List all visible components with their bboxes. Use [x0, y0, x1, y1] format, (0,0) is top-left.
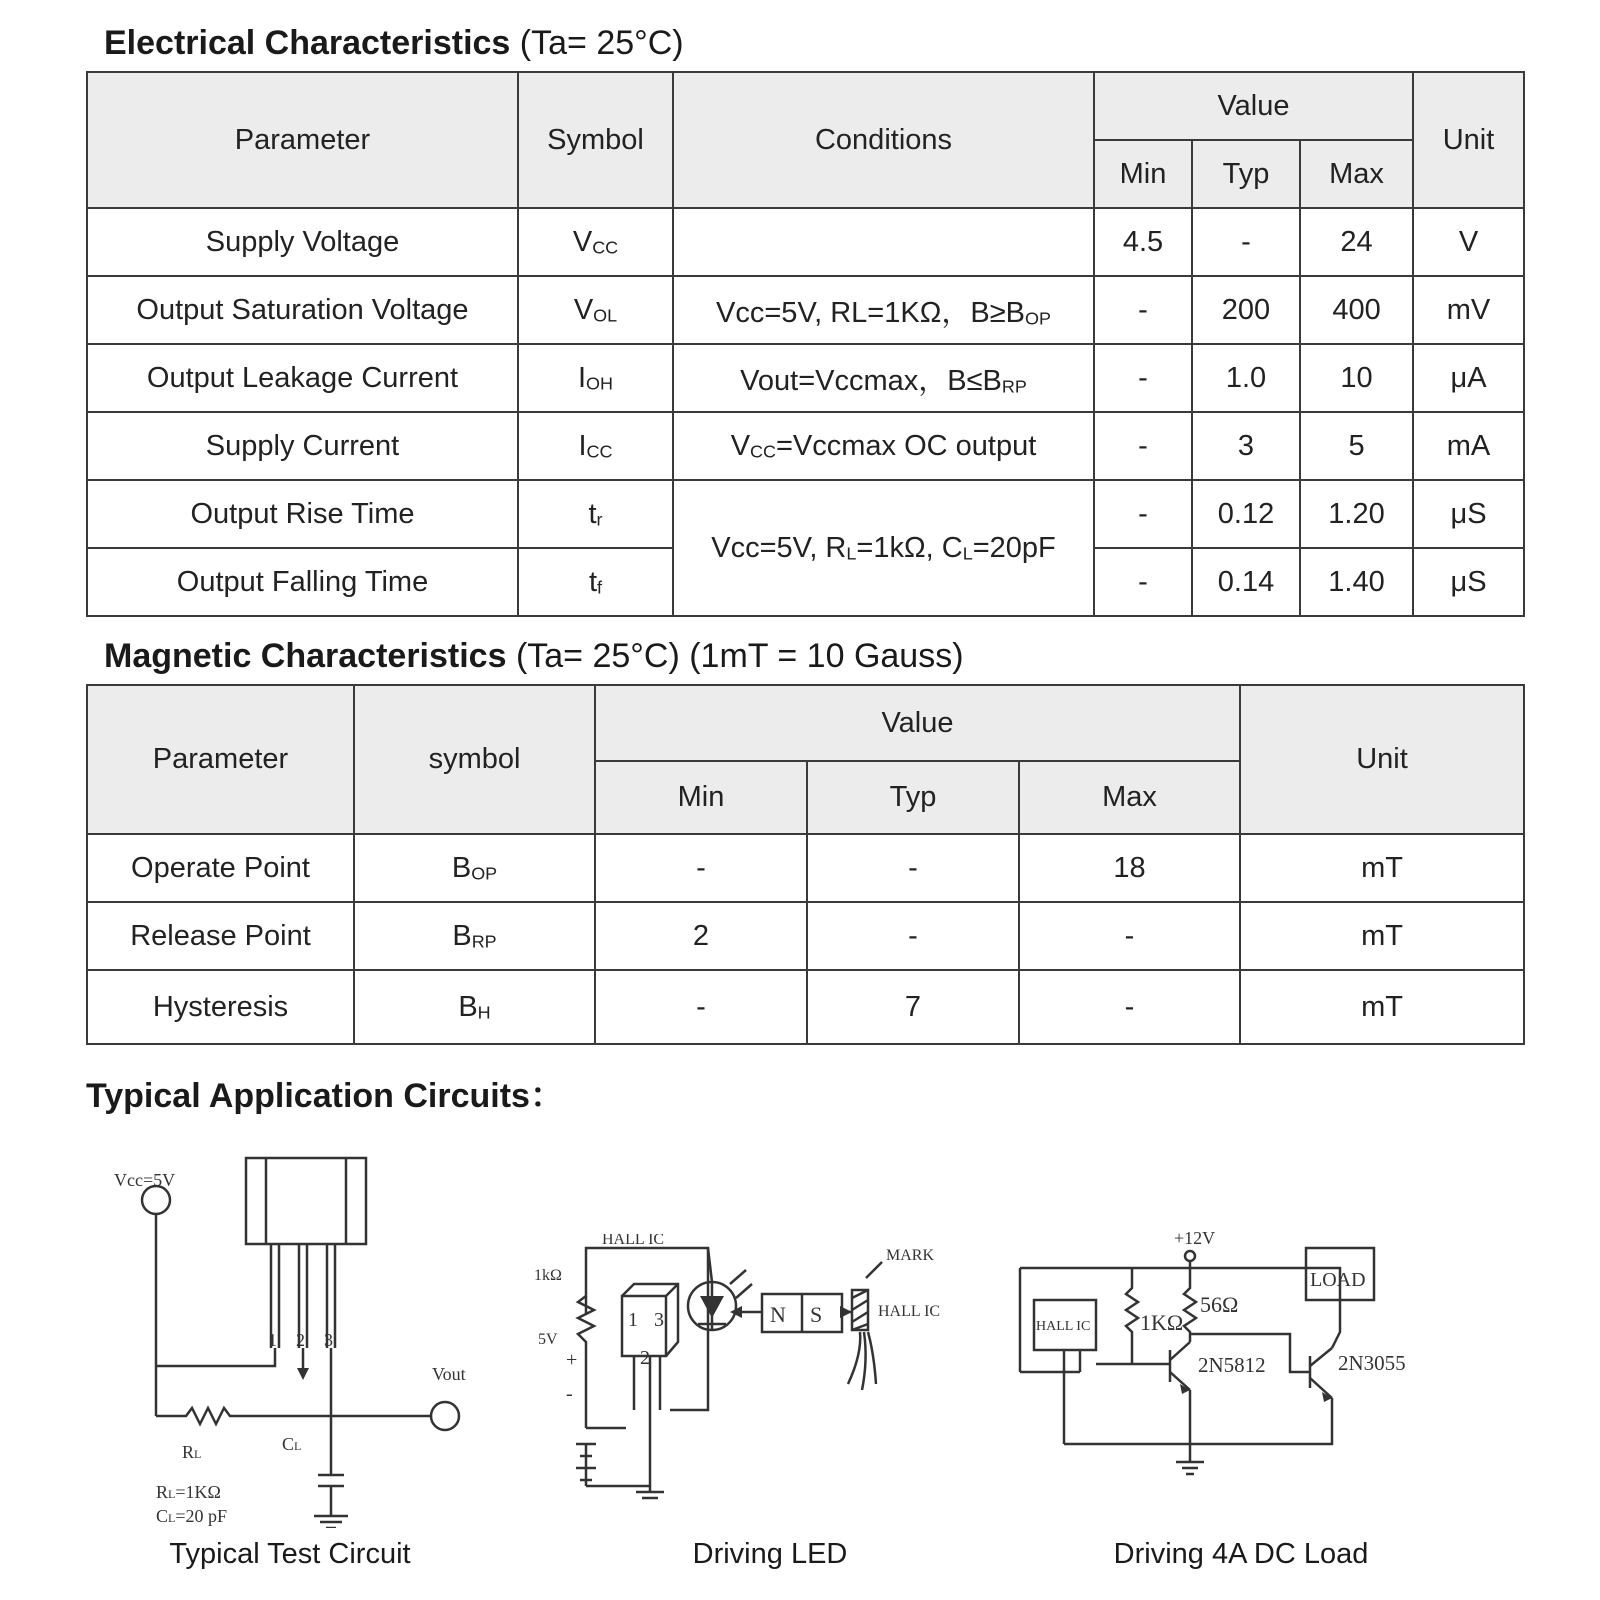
table-row [87, 276, 1524, 344]
symbol-cell: $I_{CC}$ [518, 412, 673, 480]
parameter-cell: Operate Point [87, 834, 354, 902]
conditions-cell: Vout=Vccmax，$B\le B_{RP}$ [673, 344, 1094, 412]
min-cell: - [1094, 412, 1192, 480]
symbol-cell: $V_{CC}$ [518, 208, 673, 276]
rl-label: RL [182, 1442, 202, 1462]
unit-cell: mT [1240, 834, 1524, 902]
unit-cell: mA [1413, 412, 1524, 480]
magnetic-title-bold: Magnetic Characteristics [104, 637, 507, 675]
unit-cell: μS [1413, 480, 1524, 548]
table-row [87, 902, 1524, 970]
mag-header-max: Max [1019, 761, 1240, 834]
min-cell: 4.5 [1094, 208, 1192, 276]
led-hall-label: HALL IC [602, 1234, 665, 1248]
table-row [87, 970, 1524, 1044]
electrical-title-bold: Electrical Characteristics [104, 24, 511, 62]
mag-header-symbol: symbol [354, 685, 595, 834]
magnet-n: N [770, 1302, 786, 1327]
mag-header-value: Value [595, 685, 1240, 761]
min-cell: - [595, 970, 807, 1044]
typ-cell: 200 [1192, 276, 1300, 344]
pin-2-label: 2 [296, 1330, 305, 1350]
pin-3-label: 3 [324, 1330, 333, 1350]
mag-header-parameter: Parameter [87, 685, 354, 834]
unit-cell: V [1413, 208, 1524, 276]
min-cell: 2 [595, 902, 807, 970]
led-resistor-label: 1kΩ [534, 1267, 562, 1284]
parameter-cell: Supply Current [87, 412, 518, 480]
min-cell: - [1094, 548, 1192, 616]
circuits-title [86, 1068, 564, 1117]
max-cell: 10 [1300, 344, 1413, 412]
led-pin-2: 2 [640, 1347, 650, 1369]
driving-load-caption: Driving 4A DC Load [1113, 1538, 1369, 1570]
typ-cell: 7 [807, 970, 1019, 1044]
load-r1-label: 1KΩ [1140, 1310, 1184, 1335]
symbol-cell: $I_{OH}$ [518, 344, 673, 412]
battery-minus: - [566, 1383, 573, 1405]
min-cell: - [1094, 344, 1192, 412]
parameter-cell: Output Leakage Current [87, 344, 518, 412]
typ-cell: - [1192, 208, 1300, 276]
unit-cell: mV [1413, 276, 1524, 344]
symbol-cell: $t_f$ [518, 548, 673, 616]
conditions-cell: $V_{CC}=Vccmax$ OC output [673, 412, 1094, 480]
header-symbol: Symbol [518, 72, 673, 208]
load-hall-label: HALL IC [1036, 1319, 1091, 1334]
table-row [87, 344, 1524, 412]
load-box-label: LOAD [1310, 1269, 1366, 1291]
driving-load-circuit-diagram [1010, 1222, 1450, 1502]
load-r2-label: 56Ω [1200, 1292, 1239, 1317]
parameter-cell: Hysteresis [87, 970, 354, 1044]
typ-cell: - [807, 834, 1019, 902]
led-hall2-label: HALL IC [878, 1303, 941, 1320]
header-max: Max [1300, 140, 1413, 208]
symbol-cell: $B_{OP}$ [354, 834, 595, 902]
table-row [87, 834, 1524, 902]
max-cell: 1.40 [1300, 548, 1413, 616]
typ-cell: 0.12 [1192, 480, 1300, 548]
max-cell: 400 [1300, 276, 1413, 344]
max-cell: 24 [1300, 208, 1413, 276]
symbol-cell: $t_r$ [518, 480, 673, 548]
header-unit: Unit [1413, 72, 1524, 208]
typ-cell: - [807, 902, 1019, 970]
electrical-table [86, 71, 1525, 617]
cl-label: CL [282, 1434, 302, 1454]
parameter-cell: Release Point [87, 902, 354, 970]
battery-plus: + [566, 1349, 578, 1371]
mark-label: MARK [886, 1247, 935, 1264]
vout-label: Vout [432, 1364, 466, 1384]
conditions-cell: Vcc=5V, RL=1KΩ，$B\ge B_{OP}$ [673, 276, 1094, 344]
parameter-cell: Output Rise Time [87, 480, 518, 548]
parameter-cell: Output Falling Time [87, 548, 518, 616]
circuits-title-text: Typical Application Circuits： [86, 1077, 564, 1115]
typical-test-circuit-caption: Typical Test Circuit [169, 1538, 411, 1570]
led-pin-3: 3 [654, 1309, 664, 1331]
table-row [87, 412, 1524, 480]
typ-cell: 0.14 [1192, 548, 1300, 616]
magnetic-table [86, 684, 1525, 1045]
header-conditions: Conditions [673, 72, 1094, 208]
transistor-1-label: 2N5812 [1198, 1353, 1266, 1377]
min-cell: - [1094, 480, 1192, 548]
table-row [87, 208, 1524, 276]
conditions-cell [673, 208, 1094, 276]
cl-value-note: CL=20 pF [156, 1506, 228, 1526]
header-typ: Typ [1192, 140, 1300, 208]
max-cell: 1.20 [1300, 480, 1413, 548]
header-value: Value [1094, 72, 1413, 140]
electrical-title [104, 24, 684, 63]
magnetic-title [104, 637, 964, 676]
max-cell: 5 [1300, 412, 1413, 480]
transistor-2-label: 2N3055 [1338, 1351, 1406, 1375]
max-cell: 18 [1019, 834, 1240, 902]
max-cell: - [1019, 970, 1240, 1044]
typ-cell: 3 [1192, 412, 1300, 480]
symbol-cell: $V_{OL}$ [518, 276, 673, 344]
table-row [87, 480, 1524, 548]
pin-1-label: 1 [268, 1330, 277, 1350]
header-min: Min [1094, 140, 1192, 208]
mag-header-unit: Unit [1240, 685, 1524, 834]
symbol-cell: $B_{RP}$ [354, 902, 595, 970]
header-parameter: Parameter [87, 72, 518, 208]
min-cell: - [1094, 276, 1192, 344]
led-voltage-label: 5V [538, 1331, 558, 1348]
unit-cell: mT [1240, 970, 1524, 1044]
magnet-s: S [810, 1302, 823, 1327]
parameter-cell: Supply Voltage [87, 208, 518, 276]
unit-cell: μA [1413, 344, 1524, 412]
min-cell: - [595, 834, 807, 902]
symbol-cell: $B_H$ [354, 970, 595, 1044]
magnetic-title-condition: (Ta= 25°C) (1mT = 10 Gauss) [506, 637, 964, 675]
mag-header-min: Min [595, 761, 807, 834]
rl-value-note: RL=1KΩ [156, 1482, 221, 1502]
mag-header-typ: Typ [807, 761, 1019, 834]
driving-led-circuit-diagram [530, 1234, 960, 1504]
led-pin-1: 1 [628, 1309, 638, 1331]
conditions-cell-merged: Vcc=5V, $R_L=1k\Omega$, $C_L=20pF$ [673, 480, 1094, 616]
max-cell: - [1019, 902, 1240, 970]
driving-led-caption: Driving LED [692, 1538, 848, 1570]
typ-cell: 1.0 [1192, 344, 1300, 412]
unit-cell: mT [1240, 902, 1524, 970]
electrical-title-condition: (Ta= 25°C) [510, 24, 684, 62]
unit-cell: μS [1413, 548, 1524, 616]
load-supply-label: +12V [1174, 1228, 1216, 1248]
typical-test-circuit-diagram [100, 1148, 500, 1528]
vcc-label: Vcc=5V [114, 1170, 176, 1190]
parameter-cell: Output Saturation Voltage [87, 276, 518, 344]
